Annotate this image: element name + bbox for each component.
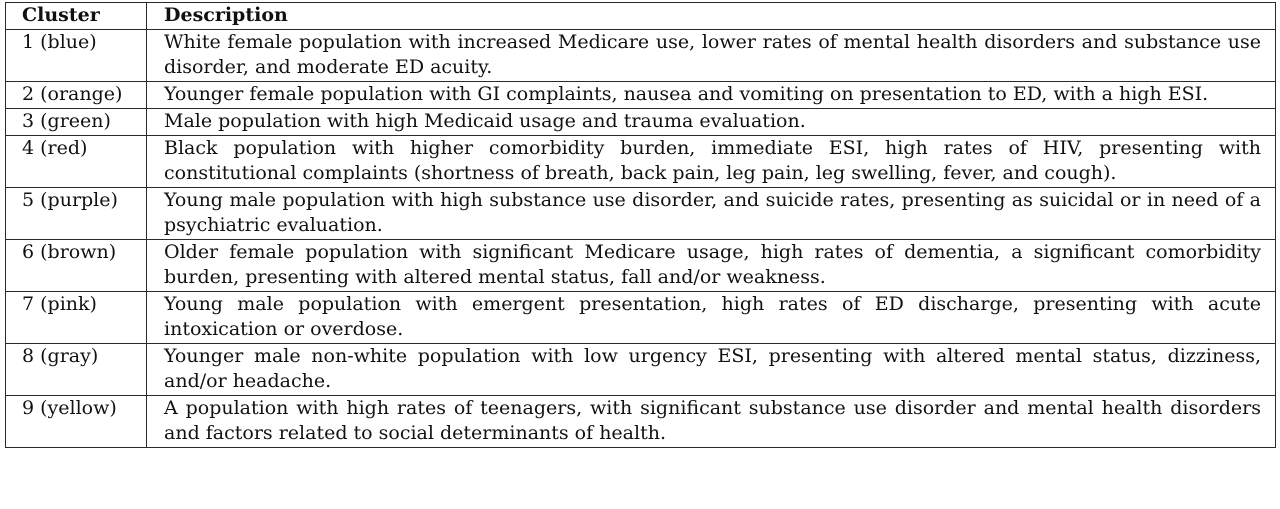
header-description: Description xyxy=(147,3,1276,30)
cluster-label: 4 (red) xyxy=(6,136,147,188)
cluster-label: 3 (green) xyxy=(6,109,147,136)
cluster-description: Older female population with significant Medicare usage, high rates of dementia, a significant comorbidity burden, presenting with altered mental status, fall and/or weakness. xyxy=(147,240,1276,292)
cluster-label: 7 (pink) xyxy=(6,292,147,344)
cluster-label: 6 (brown) xyxy=(6,240,147,292)
table-row xyxy=(6,136,1276,188)
table-row xyxy=(6,396,1276,448)
cluster-description: A population with high rates of teenagers, with significant substance use disorder and mental health disorders and factors related to social determinants of health. xyxy=(147,396,1276,448)
cluster-label: 5 (purple) xyxy=(6,188,147,240)
cluster-description: Younger male non-white population with low urgency ESI, presenting with altered mental status, dizziness, and/or headache. xyxy=(147,344,1276,396)
cluster-description: Young male population with emergent presentation, high rates of ED discharge, presenting with acute intoxication or overdose. xyxy=(147,292,1276,344)
table-row xyxy=(6,188,1276,240)
cluster-description: Black population with higher comorbidity burden, immediate ESI, high rates of HIV, presenting with constitutional complaints (shortness of breath, back pain, leg pain, leg swelling, fever, and cough). xyxy=(147,136,1276,188)
table-row xyxy=(6,82,1276,109)
cluster-label: 9 (yellow) xyxy=(6,396,147,448)
header-cluster: Cluster xyxy=(6,3,147,30)
cluster-label: 2 (orange) xyxy=(6,82,147,109)
cluster-description: Young male population with high substance use disorder, and suicide rates, presenting as suicidal or in need of a psychiatric evaluation. xyxy=(147,188,1276,240)
table-header-row xyxy=(6,3,1276,30)
table-row xyxy=(6,344,1276,396)
table-row xyxy=(6,292,1276,344)
table-row xyxy=(6,240,1276,292)
cluster-description: Male population with high Medicaid usage and trauma evaluation. xyxy=(147,109,1276,136)
cluster-description-table-container xyxy=(5,2,1275,448)
cluster-description: White female population with increased Medicare use, lower rates of mental health disorders and substance use disorder, and moderate ED acuity. xyxy=(147,30,1276,82)
cluster-label: 1 (blue) xyxy=(6,30,147,82)
cluster-description-table xyxy=(5,2,1276,448)
cluster-label: 8 (gray) xyxy=(6,344,147,396)
table-row xyxy=(6,30,1276,82)
table-row xyxy=(6,109,1276,136)
cluster-description: Younger female population with GI complaints, nausea and vomiting on presentation to ED, with a high ESI. xyxy=(147,82,1276,109)
